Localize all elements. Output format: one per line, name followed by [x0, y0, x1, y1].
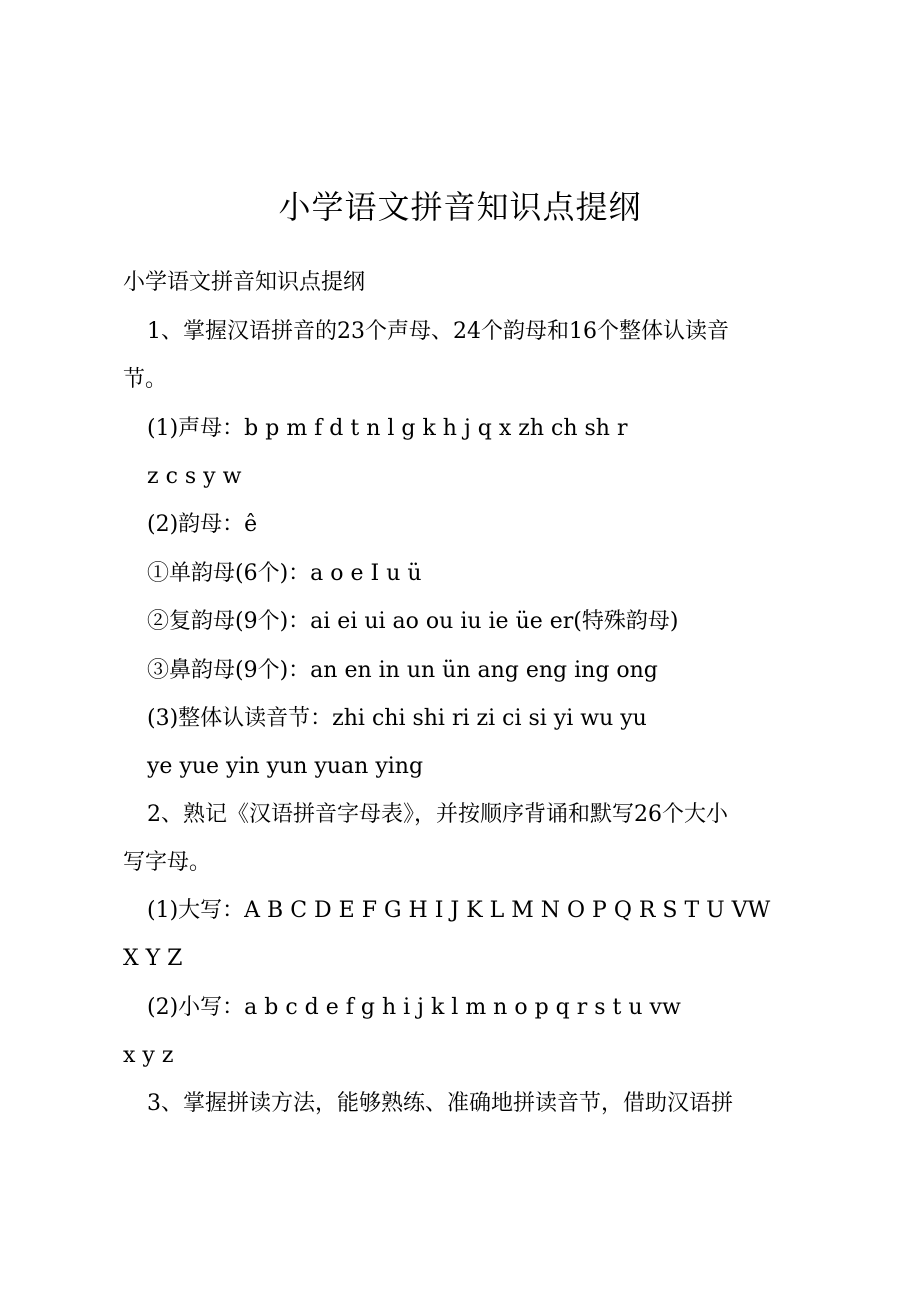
paragraph-line: (2)小写：a b c d e f g h i j k l m n o p q r s t u vw	[147, 995, 681, 1020]
section-heading: 小学语文拼音知识点提纲	[123, 270, 366, 295]
paragraph-line: 3、掌握拼读方法，能够熟练、准确地拼读音节，借助汉语拼	[147, 1091, 733, 1116]
document-title: 小学语文拼音知识点提纲	[278, 188, 642, 227]
paragraph-line: x y z	[123, 1043, 174, 1068]
paragraph-line: 1、掌握汉语拼音的23个声母、24个韵母和16个整体认读音	[147, 319, 729, 344]
paragraph-line: (1)大写：A B C D E F G H I J K L M N O P Q R S T U VW	[147, 898, 771, 923]
paragraph-line: (2)韵母：ê	[147, 512, 258, 537]
paragraph-line: ③鼻韵母(9个)：an en in un ün ang eng ing ong	[147, 658, 658, 683]
paragraph-line: z c s y w	[147, 464, 242, 489]
paragraph-line: 写字母。	[123, 850, 212, 875]
paragraph-line: ①单韵母(6个)：a o e I u ü	[147, 561, 422, 586]
paragraph-line: 节。	[123, 367, 168, 392]
paragraph-line: X Y Z	[123, 946, 183, 971]
paragraph-line: (1)声母：b p m f d t n l g k h j q x zh ch sh r	[147, 416, 628, 441]
paragraph-line: ②复韵母(9个)：ai ei ui ao ou iu ie üe er(特殊韵母)	[147, 609, 679, 634]
paragraph-line: ye yue yin yun yuan ying	[147, 754, 424, 779]
paragraph-line: (3)整体认读音节：zhi chi shi ri zi ci si yi wu yu	[147, 706, 647, 731]
paragraph-line: 2、熟记《汉语拼音字母表》，并按顺序背诵和默写26个大小	[147, 802, 728, 827]
